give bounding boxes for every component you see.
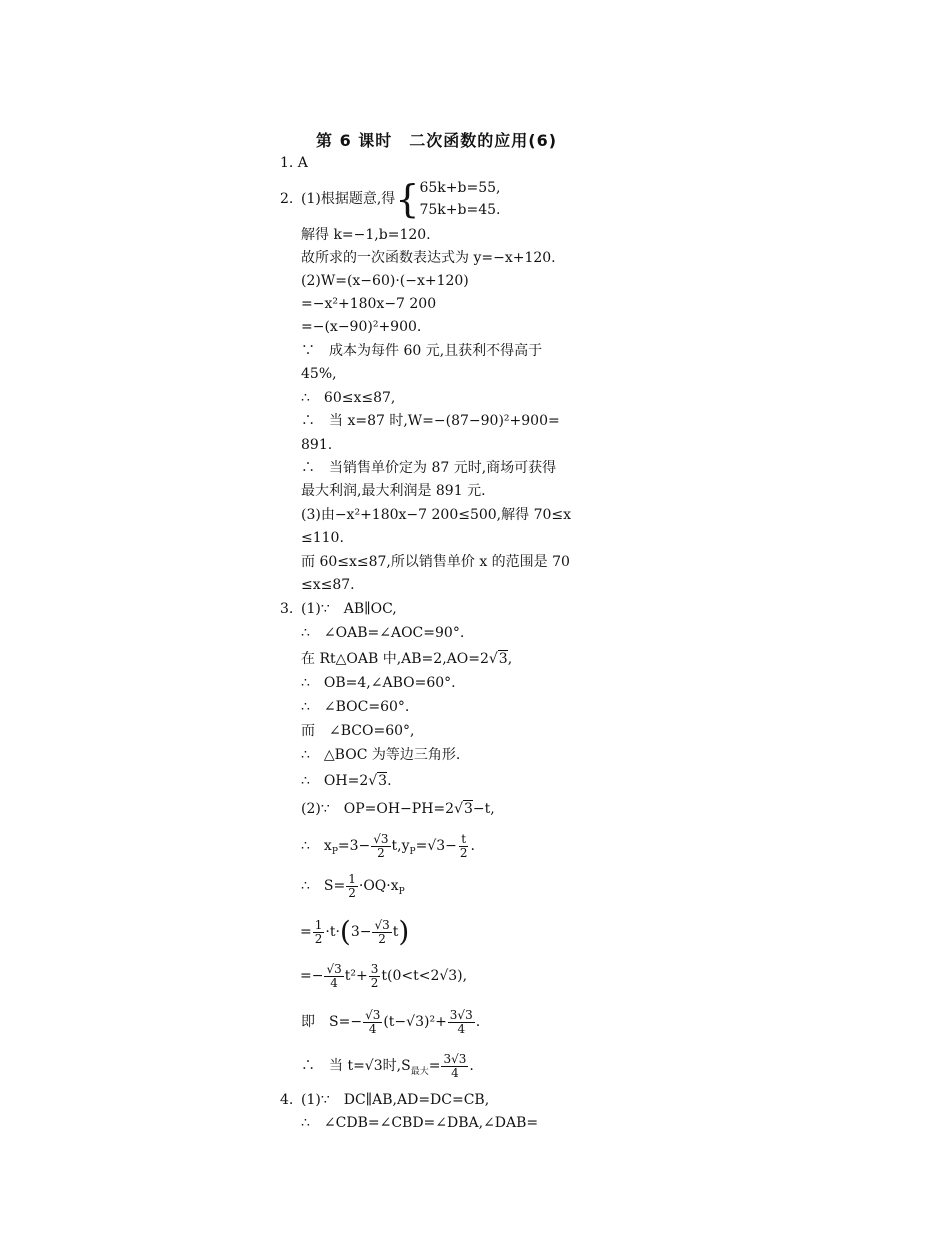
answer-2-line: ∵ 成本为每件 60 元,且获利不得高于 [301,343,543,359]
text: ∴ 当 t=√3时,S [301,1058,411,1074]
sqrt-radicand: 3 [463,801,473,817]
answer-3-line: ∴ ∠OAB=∠AOC=90°. [301,625,465,641]
subscript: 最大 [410,1066,429,1077]
right-paren-symbol: ) [398,915,410,948]
answer-2-part1-prefix: (1)根据题意,得 [301,191,396,207]
text: −t, [472,801,495,817]
page-title: 第 6 课时 二次函数的应用(6) [316,131,558,150]
numerator: 3 [370,961,379,976]
text: =3− [337,838,371,854]
denominator: 2 [370,975,379,990]
fraction [448,1009,475,1036]
answer-2-line: 最大利润,最大利润是 891 元. [301,483,486,499]
answer-3-line: (2)∵ OP=OH−PH=2√3−t, [301,801,495,817]
answer-2-line: (3)由−x²+180x−7 200≤500,解得 70≤x [301,507,572,523]
answer-4-number: 4. [280,1092,294,1108]
text: =√3− [415,838,457,854]
answer-3-line: ∴ OB=4,∠ABO=60°. [301,675,456,691]
fraction [371,833,390,860]
text: ∴ x [301,838,332,854]
answer-4-line: ∴ ∠CDB=∠CBD=∠DBA,∠DAB= [301,1115,539,1131]
text: . [387,773,392,789]
answer-3-line [300,958,467,994]
text: ∴ OH=2 [301,773,369,789]
text: t²+ [344,968,368,984]
answer-3-line [300,912,409,952]
numerator: 3√3 [443,1051,467,1066]
answer-4-line: (1)∵ DC∥AB,AD=DC=CB, [301,1092,490,1108]
answer-3-line: ∴ ∠BOC=60°. [301,699,410,715]
answer-3-line: (1)∵ AB∥OC, [301,601,397,617]
answer-2-number: 2. [280,191,294,207]
answer-2-part1 [301,172,500,226]
answer-3-line [301,1004,480,1040]
answer-2-line: ∴ 当 x=87 时,W=−(87−90)²+900= [301,413,560,429]
answer-2-line: 891. [301,437,333,453]
subscript: P [398,886,405,897]
brace-symbol: { [395,177,420,221]
text: . [475,1014,481,1030]
fraction [363,1009,382,1036]
text: =− [300,968,324,984]
answer-2-line: ≤110. [301,530,344,546]
answer-3-line: 在 Rt△OAB 中,AB=2,AO=2√3, [301,651,513,667]
answer-3-line [301,1048,474,1090]
sqrt-radicand: 3 [378,773,388,789]
denominator: 2 [459,845,468,860]
fraction [458,833,470,860]
answer-1: 1. A [280,155,308,171]
answer-2-line: 45%, [301,366,337,382]
denominator: 4 [451,1065,459,1080]
sqrt-radicand: 3 [498,651,508,667]
text: ·t· [325,924,340,940]
text: t(0<t<2√3), [381,968,468,984]
numerator: t [461,831,467,846]
text: = [300,924,312,940]
text: 3− [350,924,372,940]
numerator: √3 [374,917,390,932]
denominator: 2 [348,885,356,900]
text: (2)∵ OP=OH−PH=2 [301,801,455,817]
answer-2-line: =−x²+180x−7 200 [301,296,437,312]
fraction [441,1053,468,1080]
fraction [346,873,358,900]
denominator: 4 [457,1021,466,1036]
fraction [313,919,325,946]
text: . [469,1058,474,1074]
text: (t−√3)²+ [383,1014,447,1030]
answer-2-line: (2)W=(x−60)·(−x+120) [301,273,469,289]
numerator: 1 [348,871,356,886]
answer-2-line: =−(x−90)²+900. [301,319,422,335]
fraction [369,963,381,990]
answer-2-line: ≤x≤87. [301,577,355,593]
numerator: √3 [326,961,342,976]
equation-1: 65k+b=55, [419,180,501,196]
answer-3-number: 3. [280,601,294,617]
answer-2-line: ∴ 60≤x≤87, [301,390,396,406]
fraction [372,919,391,946]
equation-system [419,177,500,221]
text: , [507,651,513,667]
answer-2-line: 而 60≤x≤87,所以销售单价 x 的范围是 70 [301,554,570,570]
text: 在 Rt△OAB 中,AB=2,AO=2 [301,651,489,667]
denominator: 4 [330,975,338,990]
denominator: 2 [378,931,386,946]
equation-2: 75k+b=45. [419,202,501,218]
answer-3-line: ∴ △BOC 为等边三角形. [301,747,461,763]
answer-3-line: 而 ∠BCO=60°, [301,723,415,739]
text: t,y [391,838,410,854]
denominator: 2 [377,845,385,860]
numerator: 3√3 [449,1007,473,1022]
text: . [470,838,475,854]
answer-2-line: 故所求的一次函数表达式为 y=−x+120. [301,250,556,266]
answer-2-line: 解得 k=−1,b=120. [301,227,431,243]
denominator: 4 [368,1021,377,1036]
denominator: 2 [314,931,323,946]
text: ·OQ·x [358,878,399,894]
text: 即 S=− [301,1014,363,1030]
numerator: √3 [365,1007,381,1022]
numerator: 1 [314,917,323,932]
answer-2-line: ∴ 当销售单价定为 87 元时,商场可获得 [301,460,557,476]
text: = [428,1058,441,1074]
fraction [324,963,343,990]
numerator: √3 [373,831,389,846]
text: t [392,924,399,940]
left-paren-symbol: ( [339,915,351,948]
subscript: P [331,846,338,857]
text: ∴ S= [301,878,346,894]
answer-3-line: ∴ OH=2√3. [301,773,392,789]
subscript: P [409,846,416,857]
answer-3-line [301,868,405,910]
answer-3-line [301,828,475,870]
